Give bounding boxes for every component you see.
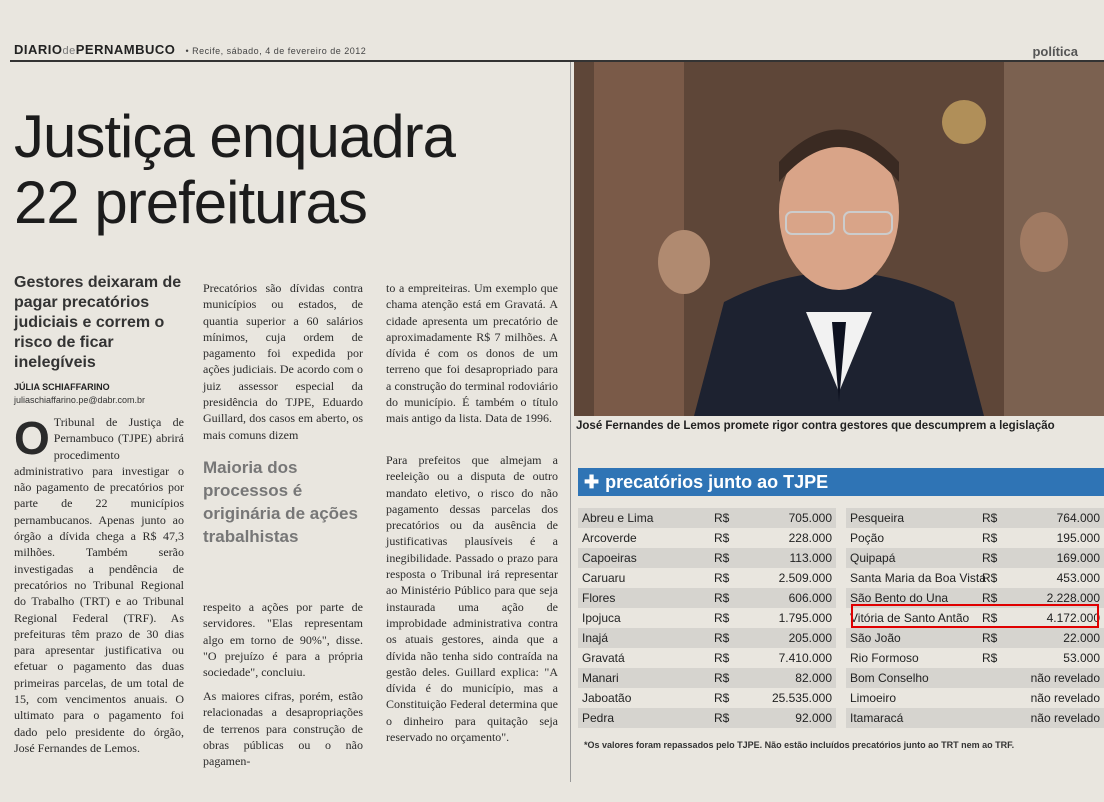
article-col1-text: Tribunal de Justiça de Pernambuco (TJPE) abrirá procedimento administrativo para investigar o não pagamento de precatórios por parte de 22 municípios pernambucanos. Apenas junto ao órgão a dívida chega a R$ 47,3 milhões. Também serão investigadas a pendência de precatórios no Tribunal Regional do Trabalho (TRT) e ao Tribunal Regional Federal (TRF). As prefeituras têm prazo de 30 dias para apresentar justificativa ou efetuar o pagamento das duas primeiras parcelas, de um total de 15, com vencimentos anuais. O ultimato para o pagamento foi dado pelo presidente do órgão, José Fernandes de Lemos. <box>14 415 184 755</box>
municipality-name: São João <box>850 631 901 645</box>
byline: JÚLIA SCHIAFFARINO <box>14 382 110 392</box>
headline-line2: 22 prefeituras <box>14 169 367 236</box>
amount-value: 195.000 <box>1056 531 1100 545</box>
municipality-name: Quipapá <box>850 551 896 565</box>
amount-value: 705.000 <box>788 511 832 525</box>
currency-label: R$ <box>714 511 730 525</box>
amount-value: 453.000 <box>1056 571 1100 585</box>
amount-value: 1.795.000 <box>778 611 832 625</box>
table-row <box>846 628 1104 648</box>
masthead <box>14 42 366 57</box>
currency-label: R$ <box>982 531 998 545</box>
masthead-name-a: DIARIO <box>14 42 63 57</box>
table-row <box>846 688 1104 708</box>
municipality-name: Abreu e Lima <box>582 511 654 525</box>
municipality-name: Pesqueira <box>850 511 905 525</box>
currency-label: R$ <box>714 551 730 565</box>
photo-jose-fernandes-de-lemos <box>574 62 1104 416</box>
article-col3-part-b: Para prefeitos que almejam a reeleição ou a disputa de outro mandato eletivo, o risco do não pagamento dessas parcelas dos precatórios ou da ausência de justificativas plausíveis é a inegibilidade. Passado o prazo para resposta o Tribunal irá representar ao Ministério Público para que seja instaurada uma ação de improbidade administrativa contra os atuais gestores, ainda que a dívida não tenha sido contraída na gestão deles. Guillard explica: "A dívida é do município, mas a Constituição Federal determina que o dinheiro para quitação seja reservado no orçamento". <box>386 453 558 745</box>
amount-value: 92.000 <box>795 711 832 725</box>
amount-value: 764.000 <box>1056 511 1100 525</box>
municipality-name: Pedra <box>582 711 615 725</box>
headline <box>14 104 455 236</box>
table-row <box>846 548 1104 568</box>
amount-value: não revelado <box>1030 671 1100 685</box>
amount-value: 113.000 <box>789 551 832 565</box>
municipality-name: Itamaracá <box>850 711 904 725</box>
municipality-name: Inajá <box>582 631 609 645</box>
table-row <box>578 608 836 628</box>
column-divider <box>570 62 571 782</box>
table-row <box>578 648 836 668</box>
currency-label: R$ <box>714 531 730 545</box>
currency-label: R$ <box>714 571 730 585</box>
municipality-name: Bom Conselho <box>850 671 929 685</box>
currency-label: R$ <box>714 611 730 625</box>
table-header <box>578 468 1104 496</box>
table-title: precatórios junto ao TJPE <box>605 472 829 492</box>
municipality-name: Capoeiras <box>582 551 637 565</box>
table-row <box>846 528 1104 548</box>
amount-value: 169.000 <box>1056 551 1100 565</box>
precatorios-table-left <box>578 508 836 728</box>
municipality-name: Flores <box>582 591 616 605</box>
amount-value: 53.000 <box>1063 651 1100 665</box>
masthead-name-b: PERNAMBUCO <box>75 42 176 57</box>
table-row <box>578 688 836 708</box>
amount-value: 25.535.000 <box>771 691 832 705</box>
dropcap: O <box>14 412 50 464</box>
amount-value: 4.172.000 <box>1046 611 1100 625</box>
amount-value: 228.000 <box>788 531 832 545</box>
highlight-box <box>851 604 1099 628</box>
masthead-name-de: de <box>62 45 76 57</box>
municipality-name: Manari <box>582 671 619 685</box>
subheadline: Gestores deixaram de pagar precatórios judiciais e correm o risco de ficar inelegíveis <box>14 274 182 371</box>
amount-value: 7.410.000 <box>778 651 832 665</box>
amount-value: não revelado <box>1030 711 1100 725</box>
article-col2-part-b: respeito a ações por parte de servidores. "Elas representam algo em torno de 90%", disse. "O prejuízo é para a própria sociedade", concluiu. <box>203 600 363 680</box>
amount-value: 2.228.000 <box>1046 591 1100 605</box>
municipality-name: São Bento do Una <box>850 591 949 605</box>
article-col2-part-c: As maiores cifras, porém, estão relacionadas a desapropriações de terrenos para construção de obras públicas ou o não pagamen- <box>203 689 363 769</box>
amount-value: 82.000 <box>795 671 832 685</box>
currency-label: R$ <box>982 631 998 645</box>
municipality-name: Santa Maria da Boa Vista <box>850 571 986 585</box>
table-row <box>846 668 1104 688</box>
currency-label: R$ <box>714 631 730 645</box>
municipality-name: Jaboatão <box>582 691 632 705</box>
currency-label: R$ <box>982 611 998 625</box>
amount-value: 205.000 <box>788 631 832 645</box>
table-row <box>846 648 1104 668</box>
table-row <box>578 588 836 608</box>
municipality-name: Limoeiro <box>850 691 897 705</box>
masthead-date: • Recife, sábado, 4 de fevereiro de 2012 <box>185 46 367 56</box>
photo-caption: José Fernandes de Lemos promete rigor contra gestores que descumprem a legislação <box>576 420 1055 432</box>
table-row <box>846 708 1104 728</box>
amount-value: 606.000 <box>788 591 832 605</box>
table-row <box>578 708 836 728</box>
author-email: juliaschiaffarino.pe@dabr.com.br <box>14 395 146 405</box>
currency-label: R$ <box>982 591 998 605</box>
amount-value: 22.000 <box>1063 631 1100 645</box>
table-row <box>578 528 836 548</box>
currency-label: R$ <box>982 651 998 665</box>
headline-line1: Justiça enquadra <box>14 103 455 170</box>
currency-label: R$ <box>982 571 998 585</box>
table-row <box>846 568 1104 588</box>
amount-value: 2.509.000 <box>778 571 832 585</box>
currency-label: R$ <box>714 691 730 705</box>
municipality-name: Ipojuca <box>582 611 621 625</box>
table-note: *Os valores foram repassados pelo TJPE. Não estão incluídos precatórios junto ao TRT nem ao TRF. <box>584 740 1015 750</box>
currency-label: R$ <box>982 511 998 525</box>
currency-label: R$ <box>982 551 998 565</box>
municipality-name: Arcoverde <box>582 531 637 545</box>
municipality-name: Caruaru <box>582 571 626 585</box>
municipality-name: Gravatá <box>582 651 625 665</box>
table-row <box>578 508 836 528</box>
portrait-illustration <box>574 62 1104 416</box>
table-row <box>578 628 836 648</box>
article-col2-part-a: Precatórios são dívidas contra municípios ou estados, de quantia superior a 60 salários mínimos, cuja ordem de pagamento foi expedida por ações judiciais. De acordo com o juiz assessor especial da presidência do TJPE, Eduardo Guillard, dos casos em aberto, os mais comuns dizem <box>203 281 363 442</box>
municipality-name: Vitória de Santo Antão <box>850 611 970 625</box>
table-row <box>846 508 1104 528</box>
currency-label: R$ <box>714 651 730 665</box>
municipality-name: Poção <box>850 531 885 545</box>
currency-label: R$ <box>714 671 730 685</box>
article-col3-part-a: to a empreiteiras. Um exemplo que chama atenção está em Gravatá. A cidade apresenta um precatório de aproximadamente R$ 7 milhões. A dívida é com os donos de um terreno que foi desapropriado para a construção do terminal rodoviário do município. É também o título mais antigo da lista. Data de 1996. <box>386 281 558 426</box>
amount-value: não revelado <box>1030 691 1100 705</box>
table-row <box>578 668 836 688</box>
table-row <box>578 568 836 588</box>
section-label: política <box>1032 44 1078 59</box>
article-column-1 <box>14 414 184 756</box>
currency-label: R$ <box>714 591 730 605</box>
currency-label: R$ <box>714 711 730 725</box>
municipality-name: Rio Formoso <box>850 651 919 665</box>
table-row <box>578 548 836 568</box>
plus-icon: ✚ <box>584 472 600 492</box>
pull-quote: Maioria dos processos é originária de ações trabalhistas <box>203 458 358 546</box>
